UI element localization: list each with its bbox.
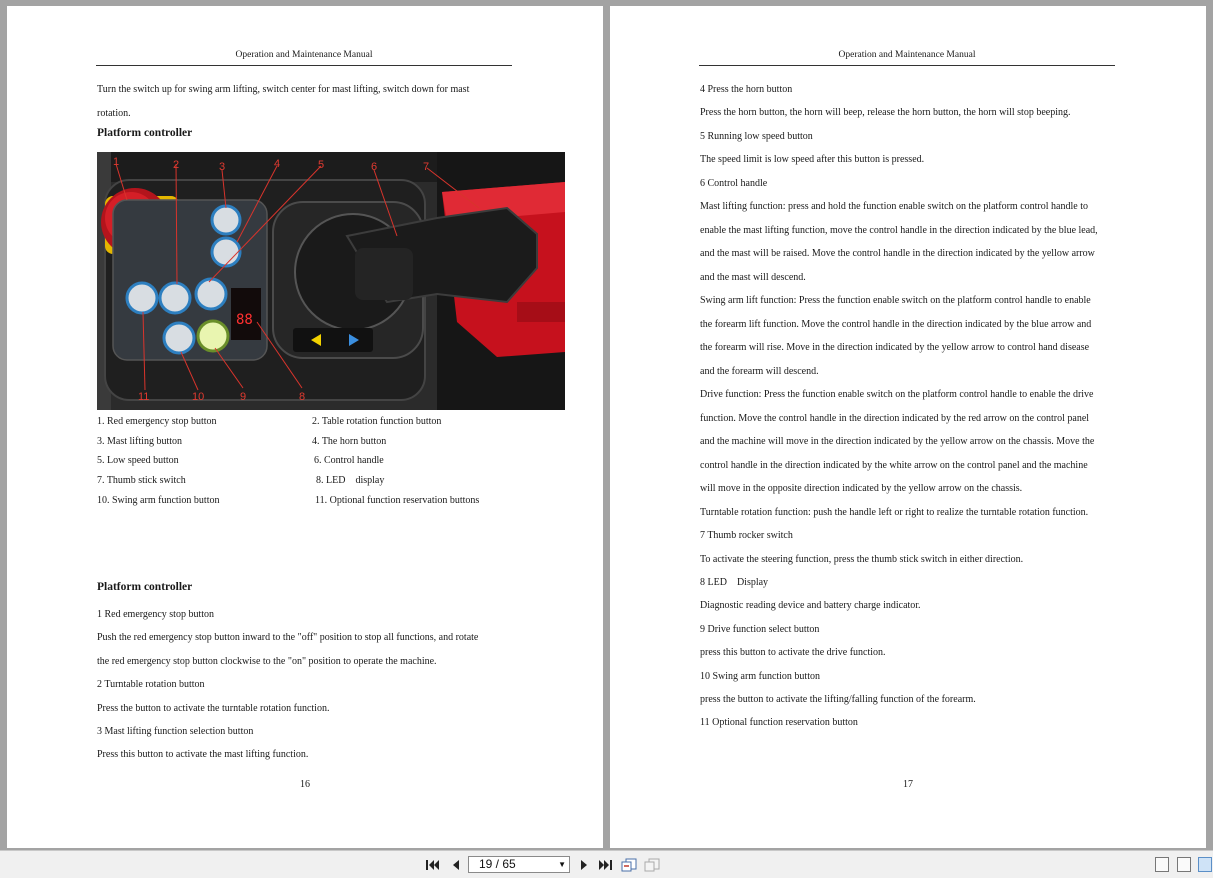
text-line: control handle in the direction indicated by the white arrow on the control panel and the machine	[700, 460, 1088, 471]
text-line: 1 Red emergency stop button	[97, 609, 215, 620]
text-line: press this button to activate the drive function.	[700, 647, 886, 658]
text-line: 4 Press the horn button	[700, 84, 793, 95]
last-page-icon[interactable]	[597, 857, 613, 873]
next-page-icon[interactable]	[576, 857, 592, 873]
two-page-view-icon[interactable]	[1198, 857, 1212, 872]
text-line: 7 Thumb rocker switch	[700, 530, 793, 541]
callout-6: 6	[371, 161, 378, 173]
text-line: will move in the opposite direction indicated by the yellow arrow on the chassis.	[700, 483, 1023, 494]
caption: 11. Optional function reservation buttons	[315, 495, 480, 506]
section-heading: Platform controller	[97, 581, 193, 593]
text-line: Turntable rotation function: push the handle left or right to realize the turntable rotation function.	[700, 507, 1089, 518]
text-line: The speed limit is low speed after this button is pressed.	[700, 154, 925, 165]
page-number-input[interactable]	[468, 856, 570, 873]
text-line: function. Move the control handle in the direction indicated by the red arrow on the control panel	[700, 413, 1090, 424]
text-line: 6 Control handle	[700, 178, 768, 189]
page-indicator: 19 / 65	[479, 857, 516, 871]
text-line: 5 Running low speed button	[700, 131, 813, 142]
text-line: Push the red emergency stop button inward to the "off" position to stop all functions, and rotate	[97, 632, 479, 643]
text-line: the red emergency stop button clockwise to the "on" position to operate the machine.	[97, 656, 437, 667]
go-back-icon[interactable]	[621, 857, 637, 873]
text-line: 10 Swing arm function button	[700, 671, 820, 682]
caption: 6. Control handle	[314, 455, 384, 466]
callout-3: 3	[219, 161, 226, 173]
text-line: 9 Drive function select button	[700, 624, 820, 635]
go-forward-icon[interactable]	[644, 857, 660, 873]
callout-2: 2	[173, 159, 180, 171]
document-page-left	[7, 6, 603, 848]
text-line: 11 Optional function reservation button	[700, 717, 858, 728]
caption: 4. The horn button	[312, 436, 387, 447]
callout-10: 10	[192, 391, 205, 403]
page-number: 16	[300, 779, 310, 790]
intro-line: rotation.	[97, 108, 131, 119]
page-number: 17	[903, 779, 913, 790]
caption: 7. Thumb stick switch	[97, 475, 186, 486]
text-line: 2 Turntable rotation button	[97, 679, 205, 690]
text-line: Diagnostic reading device and battery charge indicator.	[700, 600, 921, 611]
callout-11: 11	[138, 391, 150, 403]
callout-1: 1	[113, 156, 120, 168]
caption: 8. LED display	[316, 475, 385, 486]
running-header: Operation and Maintenance Manual	[699, 50, 1115, 66]
text-line: the forearm will rise. Move in the direction indicated by the yellow arrow to control hand disease	[700, 342, 1090, 353]
text-line: and the mast will descend.	[700, 272, 806, 283]
previous-page-icon[interactable]	[448, 857, 464, 873]
callout-8: 8	[299, 391, 306, 403]
document-page-right	[610, 6, 1206, 848]
running-header: Operation and Maintenance Manual	[96, 50, 512, 66]
led-display-text: 88	[236, 312, 253, 328]
text-line: press the button to activate the lifting/falling function of the forearm.	[700, 694, 976, 705]
caption: 5. Low speed button	[97, 455, 179, 466]
text-line: 8 LED Display	[700, 577, 769, 588]
caption: 10. Swing arm function button	[97, 495, 220, 506]
text-line: enable the mast lifting function, move the control handle in the direction indicated by the blue lead,	[700, 225, 1098, 236]
section-heading: Platform controller	[97, 127, 193, 139]
text-line: and the mast will be raised. Move the control handle in the direction indicated by the yellow arrow	[700, 248, 1095, 259]
text-line: the forearm lift function. Move the control handle in the direction indicated by the blue arrow and	[700, 319, 1092, 330]
text-line: and the machine will move in the direction indicated by the yellow arrow on the chassis. Move the	[700, 436, 1095, 447]
single-page-view-icon[interactable]	[1155, 857, 1169, 872]
caption: 3. Mast lifting button	[97, 436, 182, 447]
continuous-view-icon[interactable]	[1177, 857, 1191, 872]
callout-7: 7	[423, 161, 430, 173]
first-page-icon[interactable]	[425, 857, 441, 873]
text-line: Press the horn button, the horn will beep, release the horn button, the horn will stop beeping.	[700, 107, 1071, 118]
viewer-toolbar	[0, 850, 1213, 878]
platform-controller-photo	[97, 152, 565, 410]
callout-9: 9	[240, 391, 247, 403]
text-line: Press the button to activate the turntable rotation function.	[97, 703, 330, 714]
caption: 1. Red emergency stop button	[97, 416, 217, 427]
text-line: Swing arm lift function: Press the function enable switch on the platform control handle to enable	[700, 295, 1091, 306]
text-line: Mast lifting function: press and hold the function enable switch on the platform control handle to	[700, 201, 1088, 212]
caption: 2. Table rotation function button	[312, 416, 442, 427]
callout-4: 4	[274, 158, 281, 170]
text-line: To activate the steering function, press the thumb stick switch in either direction.	[700, 554, 1024, 565]
text-line: Drive function: Press the function enable switch on the platform control handle to enable the drive	[700, 389, 1094, 400]
text-line: 3 Mast lifting function selection button	[97, 726, 254, 737]
callout-5: 5	[318, 159, 325, 171]
text-line: and the forearm will descend.	[700, 366, 819, 377]
text-line: Press this button to activate the mast lifting function.	[97, 749, 309, 760]
intro-line: Turn the switch up for swing arm lifting, switch center for mast lifting, switch down for mast	[97, 84, 470, 95]
chevron-down-icon[interactable]: ▼	[558, 860, 566, 869]
